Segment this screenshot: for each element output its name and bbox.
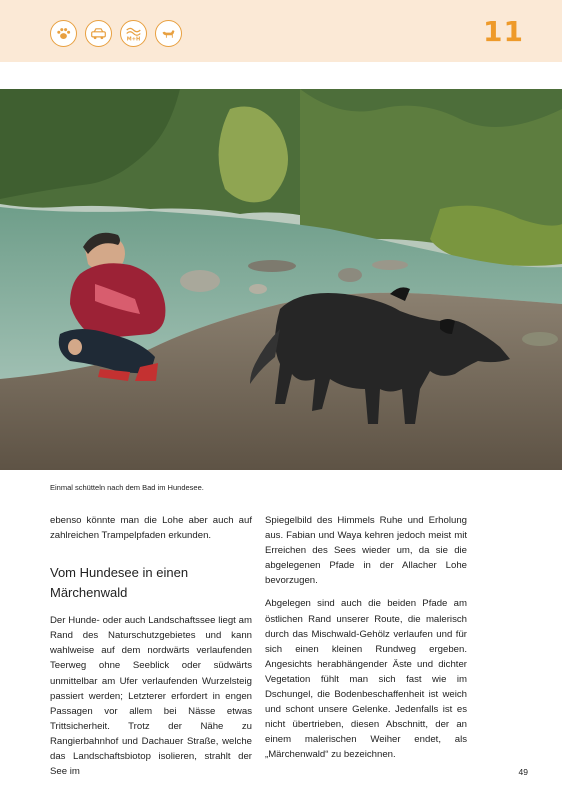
photo-dog-at-lake: [0, 89, 562, 470]
article-paragraph: Abgelegen sind auch die beiden Pfade am östlichen Rand unserer Route, die malerisch durch das Mischwald-Gehölz verlaufen und für sich einen kleinen Rundweg ergeben. Angesichts herabhängender Äste und dichter Vegetation fühlt man sich fast wie im Dschungel, die Bodenbeschaffenheit ist weich und schont unsere Gelenke. Jedenfalls ist es nicht übertrieben, diesen Abschnitt, der an einem malerischen Weiher endet, als „Märchenwald“ zu bezeichnen.: [265, 598, 467, 761]
article-column-left: [50, 513, 252, 786]
article-paragraph: Spiegelbild des Himmels Ruhe und Erholung aus. Fabian und Waya kehren jedoch meist mit Erreichen des Sees wieder um, da sie die abgelegenen Pfade in der Allacher Lohe bevorzugen.: [265, 515, 467, 587]
chapter-number: 11: [483, 15, 524, 48]
paw-icon: [50, 20, 77, 47]
icon-row: [50, 20, 182, 47]
article-paragraph: Der Hunde- oder auch Landschaftssee liegt am Rand des Naturschutzgebietes und kann wahlweise auf dem nordwärts verlaufenden Teerweg ohne Seeblick oder südwärts unmittelbar am Ufer verlaufenden Wurzelsteig passiert werden; Letzterer erfordert in engen Passagen vor allem bei Nässe etwas Trittsicherheit. Trotz der Nähe zu Rangierbahnhof und Dachauer Straße, welche das Landschaftsbiotop isolieren, strahlt der See im: [50, 615, 252, 778]
map-icon-label: M+H: [126, 36, 141, 42]
car-icon: [85, 20, 112, 47]
page-number: 49: [518, 767, 528, 777]
dog-icon: [155, 20, 182, 47]
section-heading: Vom Hundesee in einen Märchenwald: [50, 565, 189, 601]
article-column-right: [265, 513, 467, 770]
photo-caption: Einmal schütteln nach dem Bad im Hundesee.: [50, 483, 204, 492]
article-intro: ebenso könnte man die Lohe aber auch auf zahlreichen Trampelpfaden erkunden.: [50, 515, 252, 542]
map-icon: [120, 20, 147, 47]
